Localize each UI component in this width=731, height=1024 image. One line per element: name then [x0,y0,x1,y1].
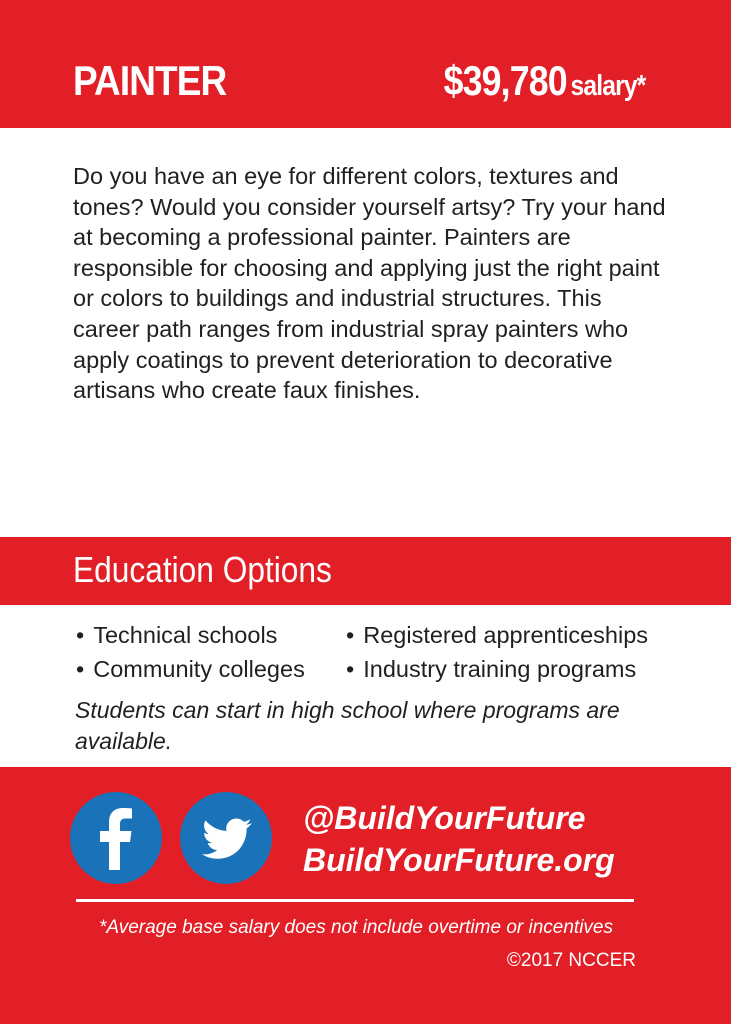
education-options-right [346,618,648,686]
header-bar [0,0,731,128]
list-item: • Registered apprenticeships [346,618,648,652]
facebook-glyph [70,792,162,884]
career-description: Do you have an eye for different colors, textures and tones? Would you consider yourself artsy? Try your hand at becoming a professional painter. Painters are responsible for choosing and applying just the right paint or colors to buildings and industrial structures. This career path ranges from industrial spray painters who apply coatings to prevent deterioration to decorative artisans who create faux finishes. [73,163,666,404]
education-heading: Education Options [73,549,332,590]
list-item: • Industry training programs [346,652,648,686]
copyright: ©2017 NCCER [506,950,636,971]
education-note: Students can start in high school where programs are available. [75,697,620,754]
twitter-glyph [180,792,272,884]
social-handle[interactable]: @BuildYourFuture [303,800,586,836]
divider [76,899,634,902]
salary [443,56,645,116]
facebook-icon[interactable] [70,792,162,884]
list-item: • Technical schools [76,618,305,652]
website-link[interactable]: BuildYourFuture.org [303,842,615,878]
salary-disclaimer: *Average base salary does not include overtime or incentives [99,917,613,938]
twitter-icon[interactable] [180,792,272,884]
salary-amount: $39,780 [443,57,567,104]
list-item: • Community colleges [76,652,305,686]
education-options-left [76,618,305,686]
job-title: PAINTER [73,57,227,104]
salary-label: salary* [570,70,645,102]
